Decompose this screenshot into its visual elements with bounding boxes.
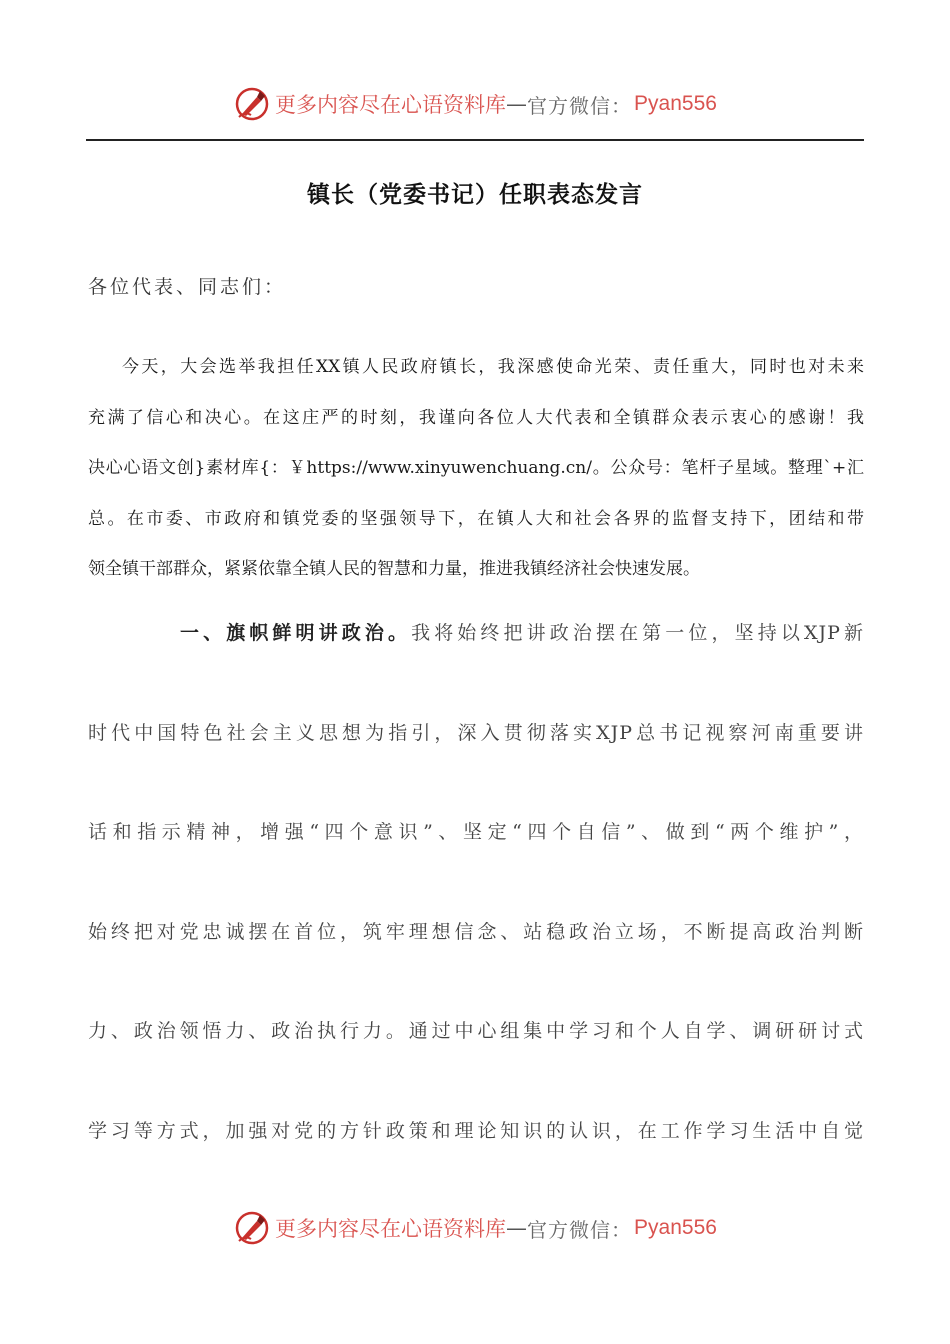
banner-wechat-id: Pyan556 (634, 92, 717, 115)
paragraph-line: 力、政治领悟力、政治执行力。通过中心组集中学习和个人自学、调研研讨式 (88, 1020, 864, 1042)
header-banner (0, 84, 950, 124)
banner-main-text: 更多内容尽在心语资料库 (275, 1217, 507, 1241)
section-1-paragraph (88, 608, 864, 1205)
section-1-first-line-text: 我将始终把讲政治摆在第一位，坚持以XJP新 (411, 622, 864, 644)
banner-main-text: 更多内容尽在心语资料库 (275, 93, 507, 117)
pen-nib-logo-icon (233, 1209, 271, 1247)
salutation: 各位代表、同志们： (88, 276, 287, 298)
paragraph-line: 时代中国特色社会主义思想为指引，深入贯彻落实XJP总书记视察河南重要讲 (88, 721, 864, 744)
intro-paragraph (88, 342, 864, 595)
paragraph-line (88, 608, 864, 708)
header-divider (86, 139, 864, 141)
banner-official-label: 官方微信： (527, 1217, 633, 1242)
banner-separator: — (506, 92, 528, 116)
section-1-heading: 一、旗帜鲜明讲政治。 (180, 622, 412, 644)
pen-nib-logo-icon (233, 85, 271, 123)
paragraph-line: 领全镇干部群众，紧紧依靠全镇人民的智慧和力量，推进我镇经济社会快速发展。 (88, 559, 700, 579)
paragraph-line: 总。在市委、市政府和镇党委的坚强领导下，在镇人大和社会各界的监督支持下，团结和带 (88, 508, 864, 529)
banner-separator: — (506, 1216, 528, 1240)
paragraph-line: 始终把对党忠诚摆在首位，筑牢理想信念、站稳政治立场，不断提高政治判断 (88, 920, 864, 943)
paragraph-line: 决心心语文创}素材库{：￥https://www.xinyuwenchuang.cn/。公众号：笔杆子星域。整理`+汇 (88, 458, 864, 478)
paragraph-line: 充满了信心和决心。在这庄严的时刻，我谨向各位人大代表和全镇群众表示衷心的感谢！我 (88, 407, 864, 428)
footer-banner (0, 1208, 950, 1248)
paragraph-line: 学习等方式，加强对党的方针政策和理论知识的认识，在工作学习生活中自觉 (88, 1119, 864, 1142)
banner-official-label: 官方微信： (527, 93, 633, 118)
paragraph-line: 今天，大会选举我担任XX镇人民政府镇长，我深感使命光荣、责任重大，同时也对未来 (122, 357, 864, 377)
document-title: 镇长（党委书记）任职表态发言 (307, 181, 643, 208)
banner-wechat-id: Pyan556 (634, 1216, 717, 1239)
paragraph-line: 话和指示精神，增强“四个意识”、坚定“四个自信”、做到“两个维护”， (88, 821, 864, 843)
